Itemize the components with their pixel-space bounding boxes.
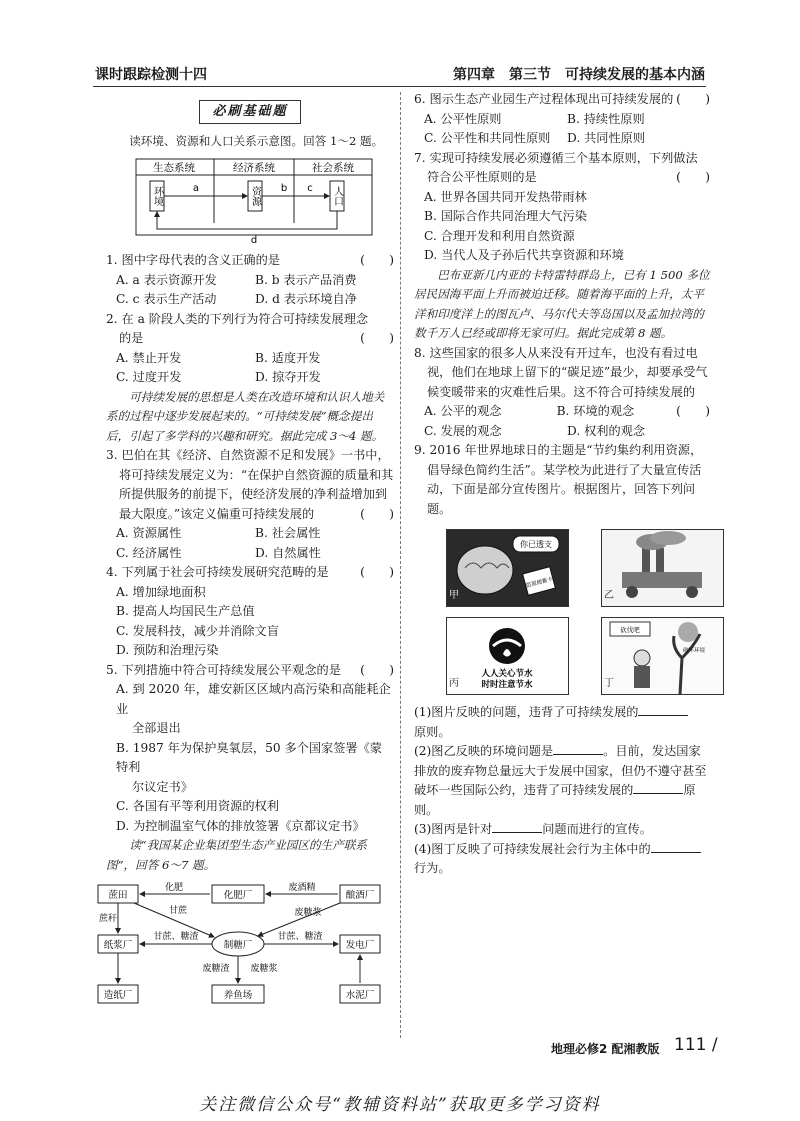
svg-text:人人关心节水: 人人关心节水 [481,669,533,679]
sub-question-2: (2)图乙反映的环境问题是 。目前，发达国家排放的废弃物总量远大于发展中国家，但仍不遵守甚至破坏一些国际公约，违背了可持续发展的 原则。 [414,744,707,817]
edge-waste-syrup: 废糖浆 [294,908,322,918]
box-environment: 环境 [151,186,163,206]
picture-yi: 乙 [601,529,724,607]
q5-option-b-cont: 尔议定书》 [132,779,193,794]
q7-option-c: C. 合理开发和利用自然资源 [424,228,575,243]
q4-stem: 4. 下列属于社会可持续发展研究范畴的是 ( ) [106,565,394,579]
label-social-system: 社会系统 [312,162,354,174]
q1-options-ab: A. a 表示资源开发 B. b 表示产品消费 [116,272,357,287]
intro-3: 读“我国某企业集团型生态产业园区的生产联系图”，回答 6～7 题。 [106,838,367,872]
pollution-cartoon [602,530,723,606]
q2-stem: 2. 在 a 阶段人类的下列行为符合可持续发展理念 [106,311,369,326]
q5-option-b: B. 1987 年为保护臭氧层，50 多个国家签署《蒙特利 [116,740,382,774]
arrow-a: a [192,183,200,194]
svg-text:砍伐吧: 砍伐吧 [620,626,640,634]
sub-question-3: (3)图丙是针对 问题而进行的宣传。 [414,822,652,836]
q7-option-a: A. 世界各国共同开发热带雨林 [424,189,587,204]
sub-question-1: (1)图片反映的问题，违背了可持续发展的 [414,703,710,723]
edge-waste-syrup-2: 废糖浆 [250,964,278,974]
q7-option-b: B. 国际合作共同治理大气污染 [424,209,587,223]
section-title: 必刷基础题 [106,100,394,124]
q3-options-cd: C. 经济属性 D. 自然属性 [116,545,321,560]
q3-stem: 3. 巴伯在其《经济、自然资源不足和发展》一书中，将可持续发展定义为：“在保护自然资源的质量和其所提供服务的前提下，使经济发展的净利益增加到最大限度。”该定义偏重可持续发展的 ( ) [106,448,394,521]
q5-option-c: C. 各国有平等利用资源的权利 [116,799,279,813]
intro-1: 读环境、资源和人口关系示意图。回答 1～2 题。 [129,133,384,148]
node-pulp: 纸浆厂 [103,940,133,951]
header-right: 第四章 第三节 可持续发展的基本内涵 [453,67,705,83]
q9-stem: 9. 2016 年世界地球日的主题是“节约集约利用资源，倡导绿色简约生活”。某学校为此进行了大量宣传活动，下面是部分宣传图片。根据图片，回答下列问题。 [414,443,703,516]
header-left: 课时跟踪检测十四 [95,67,207,83]
q4-option-c: C. 发展科技，减少并消除文盲 [116,623,279,638]
intro-2: 可持续发展的思想是人类在改造环境和认识人地关系的过程中逐步发展起来的。“可持续发展”概念提出后，引起了多学科的兴趣和研究。据此完成 3～4 题。 [106,389,385,443]
q7-stem-cont: 符合公平性原则的是 ( ) [427,170,710,184]
picture-jia: 你已透支 资源储蓄卡 甲 [446,529,569,607]
q5-stem: 5. 下列措施中符合可持续发展公平观念的是 ( ) [106,662,394,677]
q6-options-cd: C. 公平性和共同性原则 D. 共同性原则 [424,131,646,145]
arrow-b: b [280,183,288,194]
industrial-park-diagram [94,877,384,1009]
picture-grid [446,529,710,695]
q2-options-cd: C. 过度开发 D. 掠夺开发 [116,370,321,384]
intro-4: 巴布亚新几内亚的卡特雷特群岛上，已有 1 500 多位居民因海平面上升而被迫迁移。随着海平面的上升，太平洋和印度洋上的图瓦卢、马尔代夫等岛国以及孟加拉湾的数千万人已经或即将无家可归。据此完成第 8 题。 [414,267,710,340]
edge-cane-residue-1: 甘蔗、糖渣 [153,932,199,942]
logging-cartoon [602,618,723,694]
answer-blank-5[interactable] [651,840,701,853]
left-column [98,100,394,1009]
box-population: 人口 [331,186,343,206]
q8-options-cd: C. 发展的观念 D. 权利的观念 [424,423,646,438]
arrow-d: d [250,235,258,246]
q6-options-ab: A. 公平性原则 B. 持续性原则 [424,111,645,126]
resource-diagram [134,155,374,247]
label-econ-system: 经济系统 [233,162,275,174]
node-cane-field: 蔗田 [108,890,128,901]
arrow-c: c [307,183,313,194]
q8-options-ab: A. 公平的观念 B. 环境的观念 [424,404,635,418]
edge-cane-residue-2: 甘蔗、糖渣 [277,932,323,942]
brain-cartoon [447,530,568,606]
q5-option-a: A. 到 2020 年，雄安新区区域内高污染和高能耗企业 [116,682,391,716]
q6-stem: 6. 图示生态产业园生产过程体现出可持续发展的 ( ) [414,92,710,106]
picture-bing: 人人关心节水 时时注意节水 丙 [446,617,569,695]
answer-blank-3[interactable] [633,781,683,794]
water-drop-logo [447,618,568,694]
svg-text:时时注意节水: 时时注意节水 [481,680,533,690]
q4-option-d: D. 预防和治理污染 [116,643,219,657]
q4-option-b: B. 提高人均国民生产总值 [116,604,255,618]
q5-option-a-cont: 全部退出 [132,721,181,735]
q2-options-ab: A. 禁止开发 B. 适度开发 [116,350,321,365]
node-power: 发电厂 [345,940,375,951]
edge-bagasse: 蔗秆 [98,914,118,924]
q8-stem: 8. 这些国家的很多人从来没有开过车，也没有看过电视，他们在地球上留下的“碳足迹”最少，却要承受气候变暖带来的灾难性后果。这不符合可持续发展的 ( ) [414,345,710,418]
q2-stem-cont: 的是 ( ) [119,331,394,345]
node-fish: 养鱼场 [223,990,253,1001]
q4-option-a: A. 增加绿地面积 [116,584,206,599]
node-brewery: 酿酒厂 [345,890,375,901]
q3-options-ab: A. 资源属性 B. 社会属性 [116,526,321,540]
edge-cane: 甘蔗 [168,906,188,916]
q5-option-d: D. 为控制温室气体的排放签署《京都议定书》 [116,818,365,833]
svg-text:你已透支: 你已透支 [520,540,552,549]
answer-blank-2[interactable] [553,742,603,755]
q1-stem: 1. 图中字母代表的含义正确的是 ( ) [106,253,394,267]
answer-blank-4[interactable] [492,820,542,833]
column-divider [400,92,401,1038]
q7-stem: 7. 实现可持续发展必须遵循三个基本原则，下列做法 [414,150,698,165]
sub-question-1-cont: 原则。 [414,724,451,739]
right-column [414,90,710,879]
footer-book-title: 地理必修2 配湘教版 [551,1042,660,1056]
box-resource: 资源 [249,186,261,206]
label-eco-system: 生态系统 [153,162,195,174]
picture-ding: 砍伐吧 破坏环境 丁 [601,617,724,695]
page-number: 111 / [674,1035,718,1055]
node-sugar: 制糖厂 [223,940,253,951]
q1-options-cd: C. c 表示生产活动 D. d 表示环境自净 [116,292,357,306]
edge-waste-alcohol: 废酒精 [288,883,316,893]
svg-text:资源储蓄卡: 资源储蓄卡 [525,576,554,590]
bottom-note: 关注微信公众号“教辅资料站”获取更多学习资料 [199,1095,601,1115]
answer-blank-1[interactable] [638,703,688,716]
header-rule [93,86,706,87]
node-paper: 造纸厂 [103,990,133,1001]
node-cement: 水泥厂 [345,990,375,1001]
edge-fertilizer: 化肥 [164,883,184,893]
edge-waste-residue: 废糖渣 [202,964,230,974]
svg-text:破坏环境: 破坏环境 [682,648,706,654]
sub-question-4: (4)图丁反映了可持续发展社会行为主体中的行为。 [414,840,710,879]
node-fertilizer: 化肥厂 [223,890,253,901]
q7-option-d: D. 当代人及子孙后代共享资源和环境 [424,248,624,262]
